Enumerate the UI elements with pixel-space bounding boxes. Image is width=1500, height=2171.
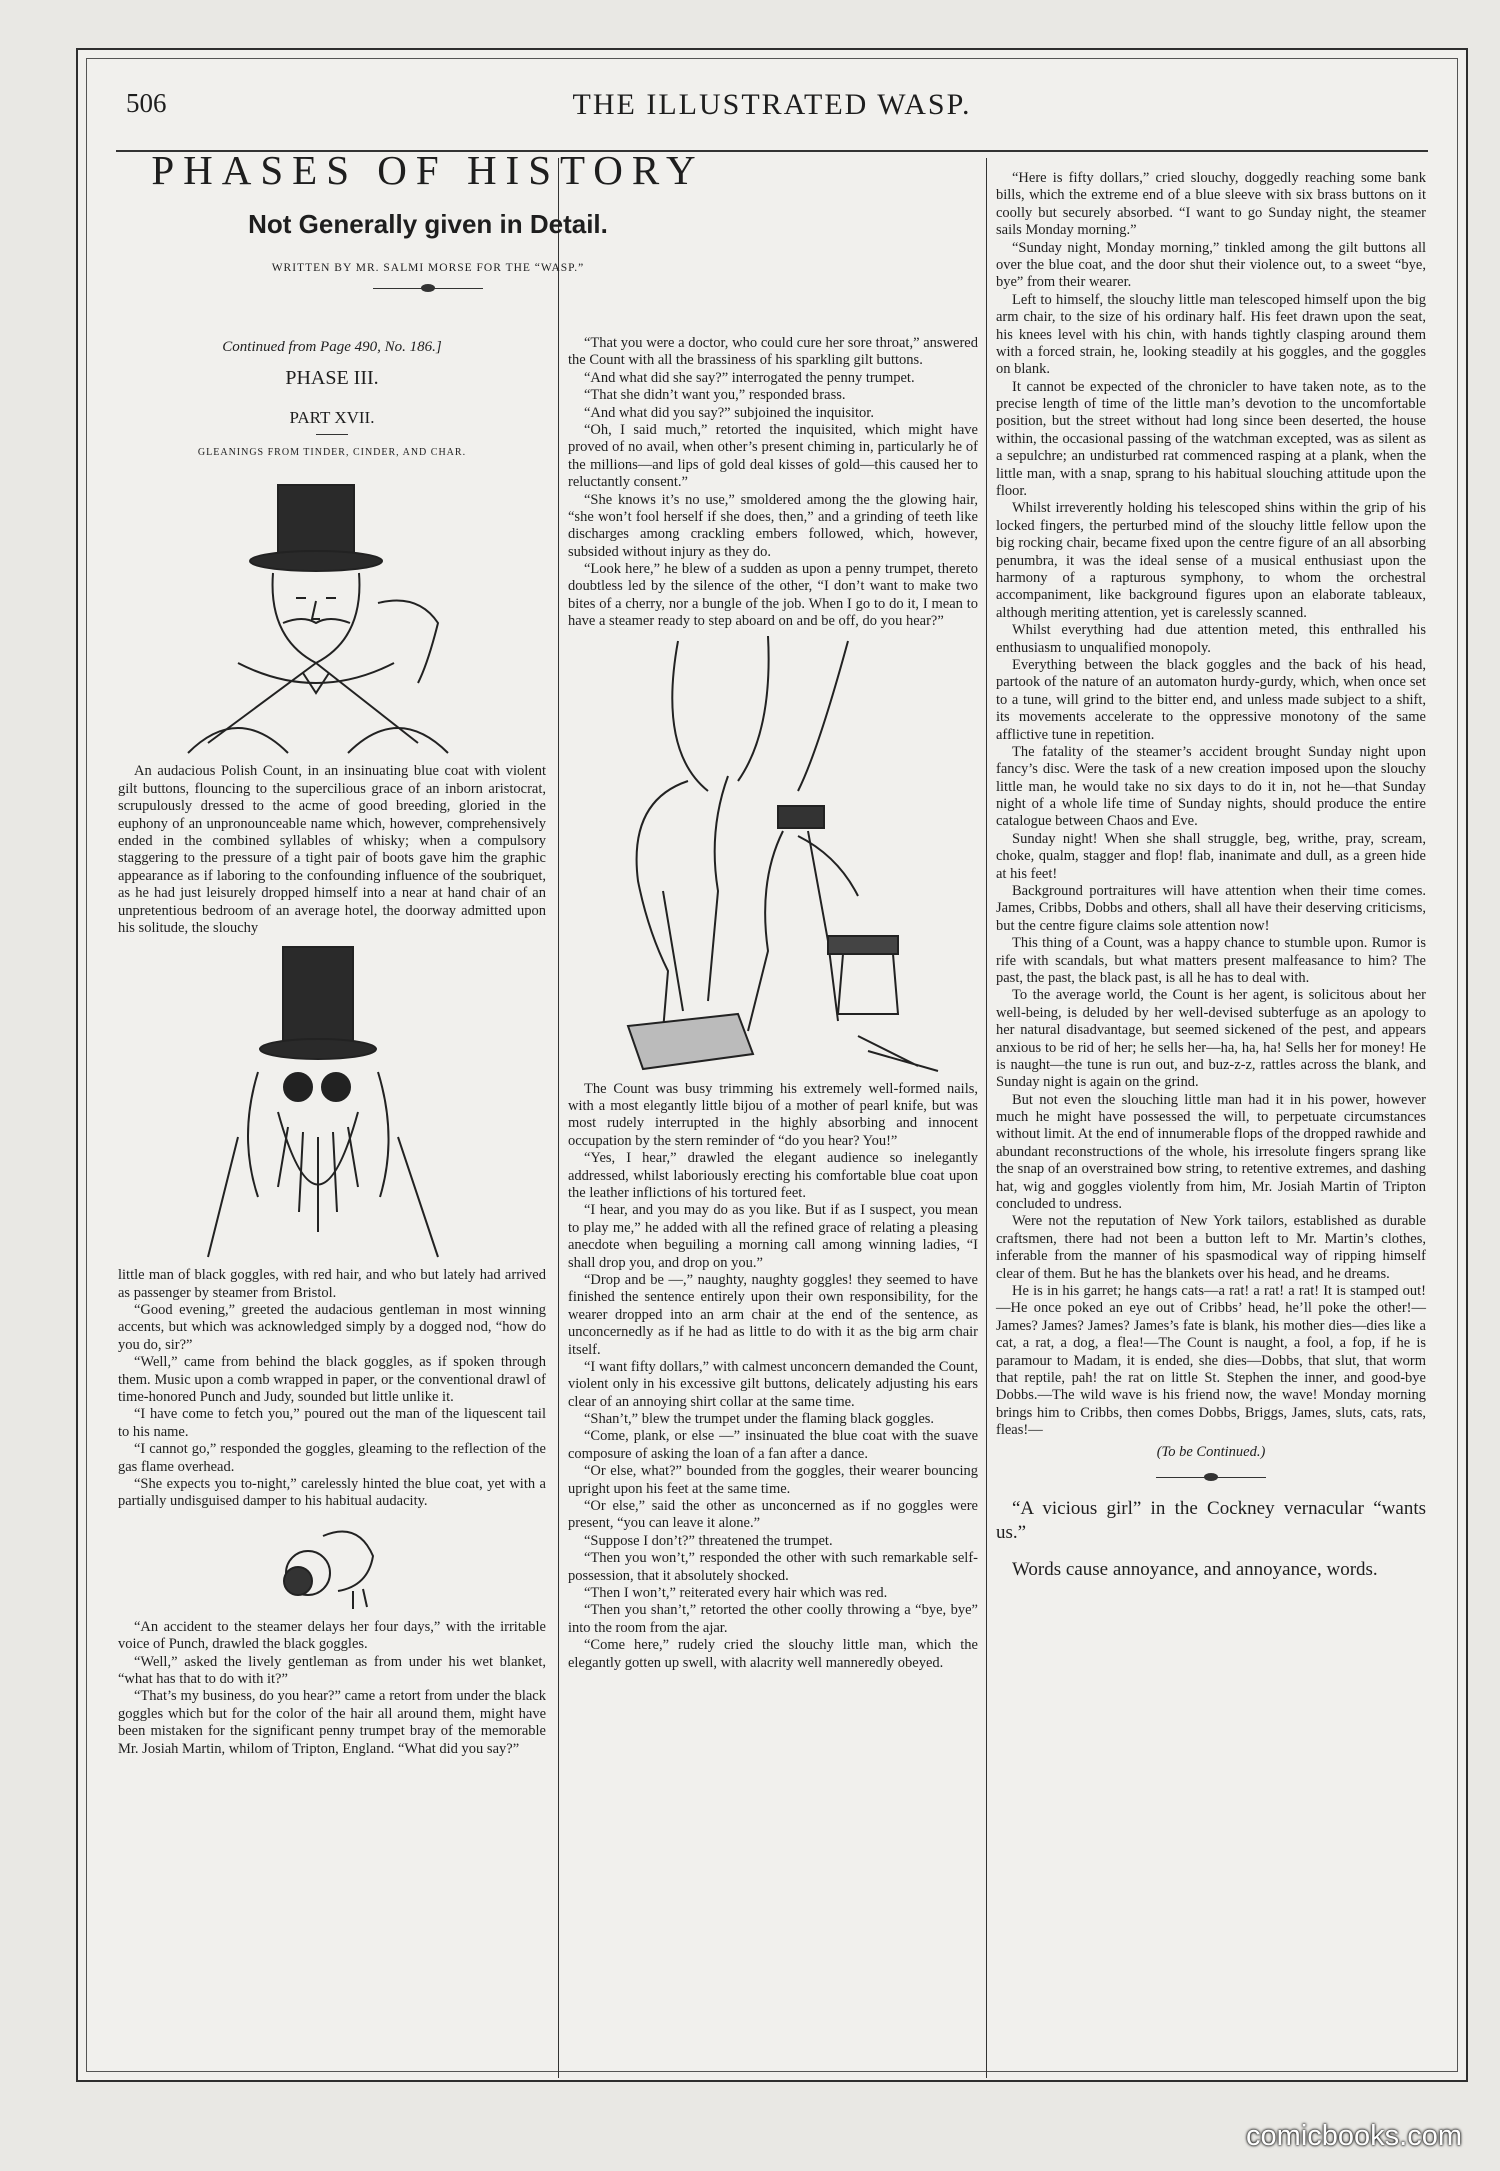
goggles-vignette-illustration — [118, 1511, 546, 1619]
column-rule-1 — [558, 158, 559, 2078]
watermark: comicbooks.com — [1246, 2120, 1462, 2152]
goggles-man-illustration — [118, 937, 546, 1267]
paragraph: “I have come to fetch you,” poured out the man of the liquescent tail to his name. — [118, 1406, 546, 1440]
paragraph: “That she didn’t want you,” responded brass. — [584, 387, 846, 404]
page-sheet — [76, 48, 1468, 2082]
paragraph: “Come here,” rudely cried the slouchy little man, which the elegantly gotten up swell, with alacrity well manneredly obeyed. — [568, 1637, 978, 1671]
paragraph: “Well,” asked the lively gentleman as from under his wet blanket, “what has that to do with it?” — [118, 1653, 546, 1687]
paragraph: Everything between the black goggles and the back of his head, partook of the nature of an automaton hurdy-gurdy, which, when once set to a tune, will grind to the bitter end, and unless made subject to a shift, its movements accelerate to the oppressive monotony of the same afflictive tune in repetition. — [996, 656, 1426, 743]
paragraph: The fatality of the steamer’s accident brought Sunday night upon fancy’s disc. Were the task of a new creation imposed upon the slouchy little man, he would take no six days to do it in, not he—that Sunday night of a whole life time of Sunday nights, should produce the entire catalogue between Chaos and Eve. — [996, 743, 1426, 830]
paragraph: “She expects you to-night,” carelessly hinted the blue coat, yet with a partially undisguised damper to his habitual audacity. — [118, 1475, 546, 1510]
column-1 — [118, 338, 546, 1758]
paragraph: “Then you won’t,” responded the other with such remarkable self-possession, that it absolutely shocked. — [568, 1550, 978, 1584]
paragraph: Left to himself, the slouchy little man telescoped himself upon the big arm chair, to the size of his ordinary half. His feet drawn upon the seat, his knees level with his chin, with hands tightly clasping around them with a forced strain, he, looking steadily at his goggles, and the goggles on blank. — [996, 291, 1426, 378]
part-heading: PART XVII. — [289, 408, 375, 427]
column-rule-2 — [986, 158, 987, 2078]
gleanings-subhead: GLEANINGS FROM TINDER, CINDER, AND CHAR. — [197, 447, 467, 459]
paragraph: Sunday night! When she shall struggle, beg, writhe, pray, scream, choke, qualm, stagger and flop! flab, inanimate and dull, as a green hide at his feet! — [996, 830, 1426, 882]
paragraph: “Look here,” he blew of a sudden as upon a penny trumpet, thereto doubtless led by the silence of the other, “I don’t want to make two bites of a cherry, nor a bungle of the job. When I go to do it, I mean to have a steamer ready to step aboard on and be off, do you hear?” — [568, 561, 978, 630]
paragraph: It cannot be expected of the chronicler to have taken note, as to the precise length of time of the little man’s devotion to the uncomfortable position, but the street without had long since been deserted, the house within, the occasional passing of the watchman excepted, was as silent as a sepulchre; an undisturbed rat commenced rasping at a plank, when the little man, with a snap, sprang to his habitual slouching attitude upon the floor. — [996, 378, 1426, 500]
paragraph: Whilst everything had due attention meted, this enthralled his enthusiasm to unqualified monopoly. — [996, 622, 1426, 656]
paragraph: “Sunday night, Monday morning,” tinkled among the gilt buttons all over the blue coat, and the door shut their violence out, to a sweet “bye, bye” from their wearer. — [996, 239, 1426, 291]
filler-note: “A vicious girl” in the Cockney vernacular “wants us.” — [996, 1497, 1426, 1543]
paragraph: But not even the slouching little man had it in his power, however much he might have possessed the will, to perpetuate circumstances without limit. At the end of innumerable flops of the dropped rawhide and abundant reconstructions of the whole, his irresolute fingers sprang like the snap of an overstrained bow string, to retentive extremes, and dashing hat, wig and goggles violently from him, Mr. Josiah Martin of Tripton concluded to undress. — [996, 1091, 1426, 1213]
article-title: PHASES OF HISTORY — [151, 147, 705, 193]
paragraph: “She knows it’s no use,” smoldered among the the glowing hair, “she won’t fool herself if she does, then,” and a grinding of teeth like discharges among crackling embers followed, which, however, subsided without injury as they do. — [568, 491, 978, 560]
paragraph: “Shan’t,” blew the trumpet under the flaming black goggles. — [584, 1411, 935, 1428]
paragraph: “Then you shan’t,” retorted the other coolly throwing a “bye, bye” into the room from the ajar. — [568, 1602, 978, 1636]
paragraph: “Come, plank, or else —” insinuated the blue coat with the suave composure of asking the loan of a fan after a dance. — [568, 1428, 978, 1462]
paragraph: “I cannot go,” responded the goggles, gleaming to the reflection of the gas flame overhead. — [118, 1441, 546, 1475]
column-2 — [568, 335, 978, 1672]
masthead: THE ILLUSTRATED WASP. — [572, 88, 972, 121]
paragraph: He is in his garret; he hangs cats—a rat! a rat! a rat! It is stamped out!—He once poked an eye out of Cribbs’ head, he’ll poke the other!—James? James? James? James’s fate is blank, his mother dies—dies like a cat, a rat, a dog, a flea!—The Count is naught, a fool, a fop, if he is paramour to Madam, it is ended, she dies—Dobbs, that slut, that worm that reptile, pah! the rat on little St. Stephen the inner, and good-bye Dobbs.—The wild wave is his friend now, the wave! Monday morning brings him to Cribbs, then comes Dobbs, Briggs, James, sluts, cats, rats, fleas!— — [996, 1283, 1426, 1439]
paragraph: “And what did she say?” interrogated the penny trumpet. — [584, 369, 915, 386]
paragraph: “Suppose I don’t?” threatened the trumpet. — [584, 1532, 833, 1549]
paragraph: This thing of a Count, was a happy chance to stumble upon. Rumor is rife with scandals, but what matters present malfeasance to him? The past, the past, the black past, is all he has to deal with. — [996, 935, 1426, 986]
article-subtitle: Not Generally given in Detail. — [248, 209, 608, 239]
article-byline: WRITTEN BY MR. SALMI MORSE FOR THE “WASP.” — [271, 262, 585, 274]
paragraph: “Good evening,” greeted the audacious gentleman in most winning accents, but which was acknowledged simply by a dogged nod, “how do you do, sir?” — [118, 1302, 546, 1353]
paragraph: “An accident to the steamer delays her four days,” with the irritable voice of Punch, drawled the black goggles. — [118, 1618, 546, 1653]
page-number: 506 — [126, 88, 167, 118]
paragraph: An audacious Polish Count, in an insinuating blue coat with violent gilt buttons, flouncing to the supercilious grace of an inborn aristocrat, scrupulously dressed to the acme of good breeding, gloried in the euphony of an unpronounceable name which, however, comprehensively ended in the combined syllables of whisky; when a compulsory staggering to the pressure of a tight pair of boots gave him the graphic appearance as if laboring to the confounding influence of the soubriquet, as he had just leisurely dropped himself into a near at hand chair of an unpretentious bedroom of an average hotel, the doorway admitted upon his solitude, the slouchy — [118, 763, 546, 936]
filler-note: Words cause annoyance, and annoyance, words. — [1012, 1559, 1378, 1581]
paragraph: “Or else,” said the other as unconcerned as if no goggles were present, “you can leave it alone.” — [568, 1498, 978, 1532]
paragraph: Were not the reputation of New York tailors, established as durable craftsmen, there had not been a button left to Mr. Martin’s clothes, inferable from the manner of his spasmodical way of ripping himself clear of them. But he has the blankets over his head, and he dreams. — [996, 1213, 1426, 1282]
filler-notes — [996, 1497, 1426, 1582]
column-3 — [996, 170, 1426, 1582]
paragraph: The Count was busy trimming his extremely well-formed nails, with a most elegantly little bijou of a mother of pearl knife, but was most rudely interrupted in the highly absorbing and innocent occupation by the stern reminder of “do you hear? You!” — [568, 1080, 978, 1149]
paragraph: “Then I won’t,” reiterated every hair which was red. — [584, 1584, 888, 1601]
paragraph: Whilst irreverently holding his telescoped shins within the grip of his locked fingers, the perturbed mind of the slouchy little fellow upon the big rocking chair, became fixed upon the centre figure of an all absorbing penumbra, it was the ideal sense of a musical enthusiast upon the harmony of a rapturous symphony, to whom the orchestral accompaniment, like background figures upon an elaborate tableaux, although meriting attention, yet is carelessly scanned. — [996, 500, 1426, 621]
ornament-divider — [373, 284, 483, 294]
paragraph: “I want fifty dollars,” with calmest unconcern demanded the Count, violent only in his excessive gilt buttons, delicately adjusting his ears clear of an annoying shirt collar at the same time. — [568, 1358, 978, 1410]
page-header — [126, 88, 1418, 138]
paragraph: “Well,” came from behind the black goggles, as if spoken through them. Music upon a comb wrapped in paper, or the conventional drawl of time-honored Punch and Judy, sounded but little unlike it. — [118, 1354, 546, 1406]
blacksmith-illustration — [568, 631, 978, 1081]
paragraph: “I hear, and you may do as you like. But if as I suspect, you mean to play me,” he added with all the refined grace of relating a pleasing anecdote when beguiling a morning call among winning ladies, “I shall drop you, and drop on you.” — [568, 1202, 978, 1271]
paragraph: “That you were a doctor, who could cure her sore throat,” answered the Count with all the brassiness of his sparkling gilt buttons. — [568, 335, 978, 369]
part-rule — [316, 434, 348, 435]
count-portrait-illustration — [118, 473, 546, 763]
to-be-continued: (To be Continued.) — [1156, 1443, 1266, 1460]
phase-heading: PHASE III. — [285, 367, 379, 389]
article-heading — [138, 147, 718, 294]
paragraph: Background portraitures will have attention when their time comes. James, Cribbs, Dobbs and others, shall all have their deserving criticisms, but the centre figure claims sole attention now! — [996, 883, 1426, 934]
paragraph: “Or else, what?” bounded from the goggles, their wearer bouncing upright upon his feet at the same time. — [568, 1463, 978, 1497]
paragraph: “Here is fifty dollars,” cried slouchy, doggedly reaching some bank bills, which the extreme end of a blue sleeve with six brass buttons on it coolly but securely absorbed. “I want to go Sunday night, the steamer sails Monday morning.” — [996, 170, 1426, 239]
paragraph: To the average world, the Count is her agent, is solicitous about her well-being, is deluded by her well-devised subterfuge as an apology to her natural disadvantage, but seemed sickened of the pest, and appears anxious to be rid of her; he sells her—ha, ha, ha! Sells her for money! He is naught—the tune is run out, and buz-z-z, rattles across the blank, and Sunday night is again on the grind. — [996, 987, 1426, 1091]
paragraph: “Drop and be —,” naughty, naughty goggles! they seemed to have finished the sentence entirely upon their own responsibility, for the wearer dropped into an arm chair at the end of the sentence, as unconcernedly as if he had as little to do with it as the big arm chair itself. — [568, 1271, 978, 1358]
paragraph: “That’s my business, do you hear?” came a retort from under the black goggles which but for the color of the hair all around them, might have been mistaken for the significant penny trumpet bray of the memorable Mr. Josiah Martin, whilom of Tripton, England. “What did you say?” — [118, 1688, 546, 1757]
paragraph: “Yes, I hear,” drawled the elegant audience so inelegantly addressed, whilst laboriously erecting his comfortable blue coat upon the leather inflictions of his tortured feet. — [568, 1150, 978, 1201]
paragraph: “Oh, I said much,” retorted the inquisited, which might have proved of no avail, when other’s present chiming in, particularly he of the millions—and lips of gold deal kisses of gold—this caused her to reluctantly consent.” — [568, 421, 978, 491]
continued-note: Continued from Page 490, No. 186.] — [222, 339, 442, 355]
paragraph: “And what did you say?” subjoined the inquisitor. — [584, 404, 874, 421]
ornament-divider — [1156, 1473, 1266, 1483]
paragraph: little man of black goggles, with red hair, and who but lately had arrived as passenger by steamer from Bristol. — [118, 1267, 546, 1301]
